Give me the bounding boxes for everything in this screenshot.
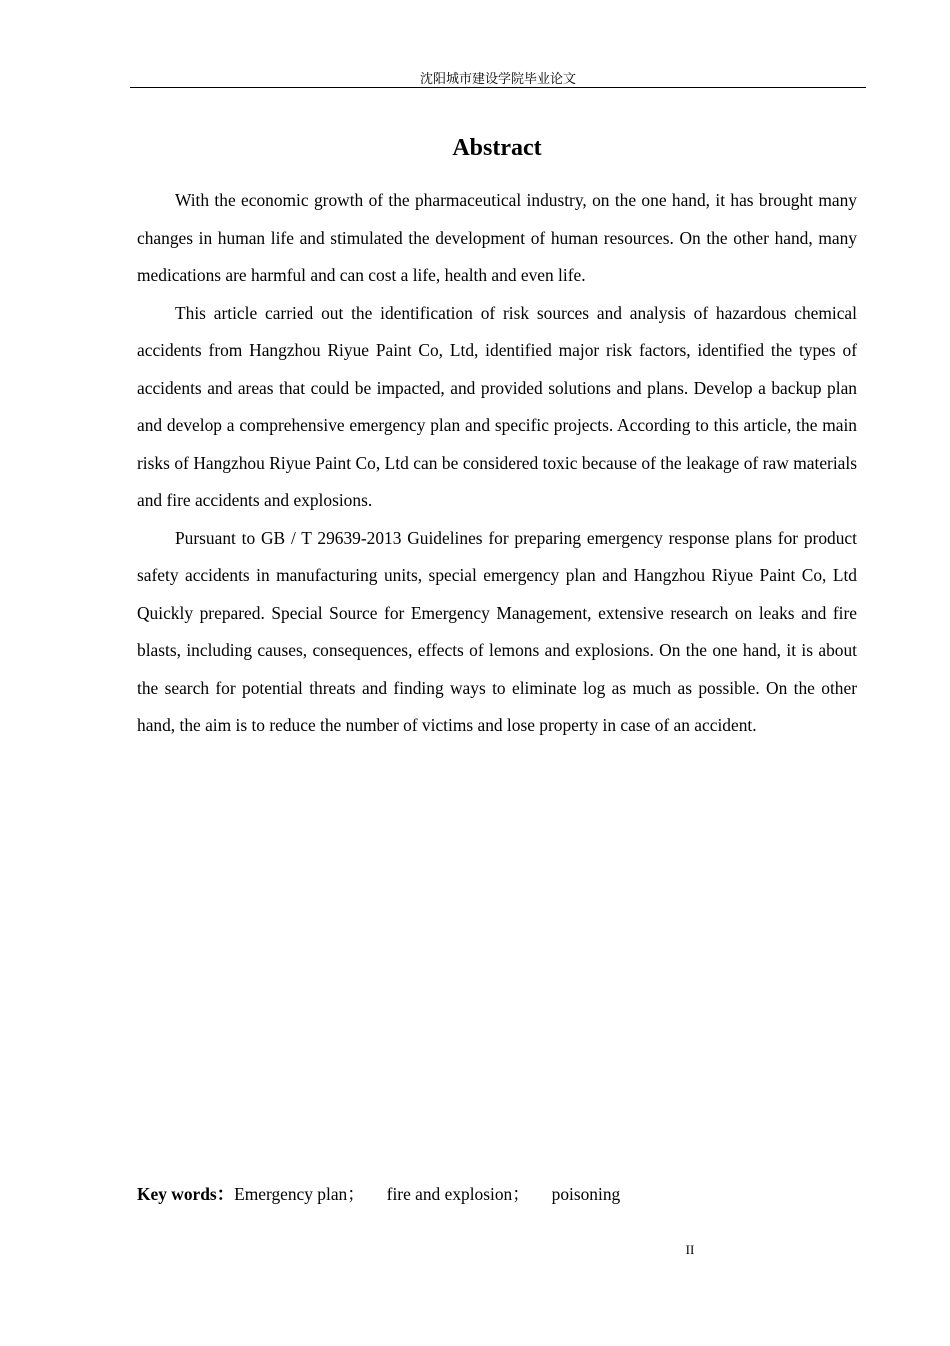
page-header: 沈阳城市建设学院毕业论文 <box>419 71 576 86</box>
keywords-line <box>137 1176 857 1212</box>
keyword-item: fire and explosion； <box>386 1184 530 1204</box>
keywords-label: Key words： <box>137 1184 235 1204</box>
abstract-title: Abstract <box>452 135 542 161</box>
page-number: II <box>685 1242 695 1257</box>
abstract-paragraph-1: With the economic growth of the pharmaceutical industry, on the one hand, it has brought many changes in human life and stimulated the development of human resources. On the other hand, many medications are harmful and can cost a life, health and even life. <box>137 190 857 285</box>
abstract-paragraph-2: This article carried out the identification of risk sources and analysis of hazardous chemical accidents from Hangzhou Riyue Paint Co, Ltd, identified major risk factors, identified the types of accidents and areas that could be impacted, and provided solutions and plans. Develop a backup plan and develop a comprehensive emergency plan and specific projects. According to this article, the main risks of Hangzhou Riyue Paint Co, Ltd can be considered toxic because of the leakage of raw materials and fire accidents and explosions. <box>137 302 857 510</box>
header-divider <box>130 87 866 88</box>
keyword-item: Emergency plan； <box>234 1184 365 1204</box>
abstract-paragraph-3: Pursuant to GB / T 29639-2013 Guidelines for preparing emergency response plans for product safety accidents in manufacturing units, special emergency plan and Hangzhou Riyue Paint Co, Ltd Quickly prepared. Special Source for Emergency Management, extensive research on leaks and fire blasts, including causes, consequences, effects of lemons and explosions. On the one hand, it is about the search for potential threats and finding ways to eliminate log as much as possible. On the other hand, the aim is to reduce the number of victims and lose property in case of an accident. <box>137 527 857 735</box>
keyword-item: poisoning <box>551 1184 621 1204</box>
abstract-body <box>137 182 857 745</box>
